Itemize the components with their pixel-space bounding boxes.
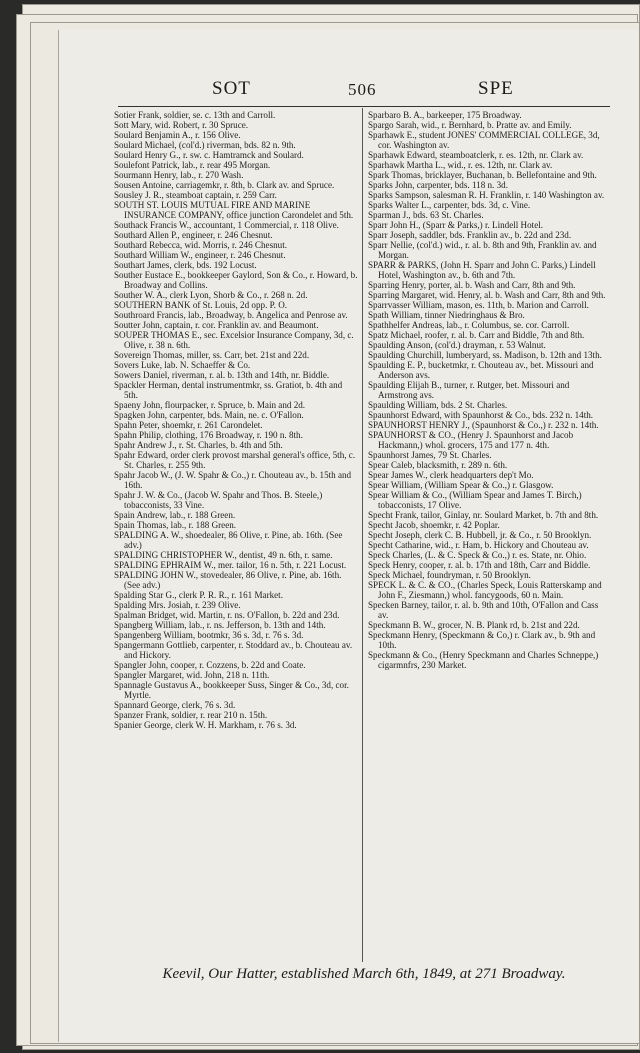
directory-entry: Spahn Peter, shoemkr, r. 261 Carondelet. [114, 420, 263, 430]
directory-entry: Spaunhorst James, 79 St. Charles. [368, 450, 492, 460]
directory-entry: SPALDING JOHN W., stovedealer, 86 Olive, r. Pine, ab. 16th. (See adv.) [114, 570, 342, 590]
directory-entry: Sousley J. R., steamboat captain, r. 259 Carr. [114, 190, 277, 200]
directory-entry: Specht Joseph, clerk C. B. Hubbell, jr. & Co., r. 50 Brooklyn. [368, 530, 592, 540]
header-left-guide: SOT [212, 78, 251, 99]
directory-entry: Spaulding William, bds. 2 St. Charles. [368, 400, 508, 410]
directory-entry: SPALDING CHRISTOPHER W., dentist, 49 n. 6th, r. same. [114, 550, 333, 560]
directory-entry: Sparks Sampson, salesman R. H. Franklin, r. 140 Washington av. [368, 190, 605, 200]
directory-entry: Sparhawk E., student JONES' COMMERCIAL COLLEGE, 3d, cor. Washington av. [368, 130, 600, 150]
directory-entry: Sourmann Henry, lab., r. 270 Wash. [114, 170, 244, 180]
directory-entry: Spaulding Anson, (col'd.) drayman, r. 53 Walnut. [368, 340, 546, 350]
directory-entry: Sparks Walter L., carpenter, bds. 3d, c. Vine. [368, 200, 531, 210]
directory-entry: Sparks John, carpenter, bds. 118 n. 3d. [368, 180, 508, 190]
directory-entry: Sovers Luke, lab. N. Schaeffer & Co. [114, 360, 251, 370]
directory-entry: Spahr Andrew J., r. St. Charles, b. 4th and 5th. [114, 440, 283, 450]
directory-entry: Speck Henry, cooper, r. al. b. 17th and 18th, Carr and Biddle. [368, 560, 591, 570]
directory-entry: Speckmann & Co., (Henry Speckmann and Charles Schneppe,) cigarmnfrs, 230 Market. [368, 650, 599, 670]
directory-entry: Spaulding Elijah B., turner, r. Rutger, bet. Missouri and Armstrong avs. [368, 380, 570, 400]
directory-entry: Specht Catharine, wid., r. Ham, b. Hickory and Chouteau av. [368, 540, 589, 550]
directory-entry: Sparman J., bds. 63 St. Charles. [368, 210, 484, 220]
directory-entry: Spahr J. W. & Co., (Jacob W. Spahr and Thos. B. Steele,) tobacconists, 33 Vine. [114, 490, 323, 510]
directory-entry: Specht Frank, tailor, Ginlay, nr. Soulard Market, b. 7th and 8th. [368, 510, 599, 520]
directory-entry: Sparhawk Martha L., wid., r. es. 12th, nr. Clark av. [368, 160, 553, 170]
directory-entry: Sparr Joseph, saddler, bds. Franklin av., b. 22d and 23d. [368, 230, 572, 240]
directory-entry: Spalding Mrs. Josiah, r. 239 Olive. [114, 600, 241, 610]
directory-entry: Spear William, (William Spear & Co.,) r. Glasgow. [368, 480, 554, 490]
directory-entry: Spaeny John, flourpacker, r. Spruce, b. Main and 2d. [114, 400, 306, 410]
directory-entry: Spear William & Co., (William Spear and James T. Birch,) tobacconists, 17 Olive. [368, 490, 582, 510]
directory-entry: Spahr Edward, order clerk provost marshal general's office, 5th, c. St. Charles, r. 255 9th. [114, 450, 356, 470]
directory-entry: Soutter John, captain, r. cor. Franklin av. and Beaumont. [114, 320, 319, 330]
directory-entry: Spannard George, clerk, 76 s. 3d. [114, 700, 236, 710]
directory-entry: Soulard Henry G., r. sw. c. Hamtramck and Soulard. [114, 150, 304, 160]
directory-entry: SOUTHERN BANK of St. Louis, 2d opp. P. O. [114, 300, 288, 310]
directory-entry: Sowers Daniel, riverman, r. al. b. 13th and 14th, nr. Biddle. [114, 370, 330, 380]
directory-entry: Southard Allen P., engineer, r. 246 Chesnut. [114, 230, 273, 240]
directory-entry: Spanier George, clerk W. H. Markham, r. 76 s. 3d. [114, 720, 297, 730]
directory-entry: Sousen Antoine, carriagemkr, r. 8th, b. Clark av. and Spruce. [114, 180, 335, 190]
directory-entry: Speckmann B. W., grocer, N. B. Plank rd, b. 21st and 22d. [368, 620, 580, 630]
directory-entry: Spackler Herman, dental instrumentmkr, ss. Gratiot, b. 4th and 5th. [114, 380, 343, 400]
directory-entry: Sott Mary, wid. Robert, r. 30 Spruce. [114, 120, 249, 130]
directory-entry: Speck Michael, foundryman, r. 50 Brooklyn. [368, 570, 531, 580]
directory-entry: Spark Thomas, bricklayer, Buchanan, b. Bellefontaine and 9th. [368, 170, 597, 180]
directory-entry: Spalding Star G., clerk P. R. R., r. 161 Market. [114, 590, 283, 600]
directory-entry: Spalman Bridget, wid. Martin, r. ns. O'Fallon, b. 22d and 23d. [114, 610, 340, 620]
directory-entry: Spaunhorst Edward, with Spaunhorst & Co., bds. 232 n. 14th. [368, 410, 594, 420]
directory-entry: Spahr Jacob W., (J. W. Spahr & Co.,) r. Chouteau av., b. 15th and 16th. [114, 470, 352, 490]
directory-entry: Spangler John, cooper, r. Cozzens, b. 22d and Coate. [114, 660, 306, 670]
directory-entry: Spain Thomas, lab., r. 188 Green. [114, 520, 237, 530]
advertisement-footer: Keevil, Our Hatter, established March 6th, 1849, at 271 Broadway. [162, 966, 566, 982]
directory-entry: Souther W. A., clerk Lyon, Shorb & Co., r. 268 n. 2d. [114, 290, 308, 300]
directory-entry: Southard Rebecca, wid. Morris, r. 246 Chesnut. [114, 240, 288, 250]
directory-entry: Spangberg William, lab., r. ns. Jefferson, b. 13th and 14th. [114, 620, 326, 630]
directory-entry: Speck Charles, (L. & C. Speck & Co.,) r. es. State, nr. Ohio. [368, 550, 587, 560]
directory-entry: Spear James W., clerk headquarters dep't Mo. [368, 470, 534, 480]
page-number: 506 [348, 80, 377, 99]
directory-entry: Sparring Henry, porter, al. b. Wash and Carr, 8th and 9th. [368, 280, 576, 290]
header-right-guide: SPE [478, 78, 514, 99]
directory-entry: SPALDING EPHRAIM W., mer. tailor, 16 n. 5th, r. 221 Locust. [114, 560, 347, 570]
directory-entry: Spargo Sarah, wid., r. Bernhard, b. Pratte av. and Emily. [368, 120, 572, 130]
directory-entry: Spangenberg William, bootmkr, 36 s. 3d, r. 76 s. 3d. [114, 630, 304, 640]
directory-entry: Soulard Michael, (col'd.) riverman, bds. 82 n. 9th. [114, 140, 296, 150]
directory-entry: Spangermann Gottlieb, carpenter, r. Stoddard av., b. Chouteau av. and Hickory. [114, 640, 353, 660]
directory-entry: Souther Eustace E., bookkeeper Gaylord, Son & Co., r. Howard, b. Broadway and Collins. [114, 270, 358, 290]
directory-entry: Soulard Benjamin A., r. 156 Olive. [114, 130, 241, 140]
directory-entry: SPAUNHORST & CO., (Henry J. Spaunhorst and Jacob Hackmann,) whol. grocers, 175 and 177 n. 4th. [368, 430, 574, 450]
column-divider [362, 108, 363, 962]
directory-entry: Sparring Margaret, wid. Henry, al. b. Wash and Carr, 8th and 9th. [368, 290, 606, 300]
directory-entry: Sovereign Thomas, miller, ss. Carr, bet. 21st and 22d. [114, 350, 310, 360]
directory-entry: Spaulding E. P., bucketmkr, r. Chouteau av., bet. Missouri and Anderson avs. [368, 360, 594, 380]
right-column [368, 110, 610, 960]
directory-entry: Southack Francis W., accountant, 1 Commercial, r. 118 Olive. [114, 220, 339, 230]
directory-entry: Soulefont Patrick, lab., r. rear 495 Morgan. [114, 160, 271, 170]
directory-entry: Spangler Margaret, wid. John, 218 n. 11th. [114, 670, 270, 680]
directory-entry: Spear Caleb, blacksmith, r. 289 n. 6th. [368, 460, 508, 470]
header-rule [118, 106, 610, 107]
directory-entry: Spanzer Frank, soldier, r. rear 210 n. 15th. [114, 710, 268, 720]
directory-entry: Spatz Michael, roofer, r. al. b. Carr and Biddle, 7th and 8th. [368, 330, 585, 340]
directory-entry: SOUTH ST. LOUIS MUTUAL FIRE AND MARINE INSURANCE COMPANY, office junction Carondelet and 5th. [114, 200, 354, 220]
directory-entry: Spannagle Gustavus A., bookkeeper Suss, Singer & Co., 3d, cor. Myrtle. [114, 680, 349, 700]
directory-entry: SPAUNHORST HENRY J., (Spaunhorst & Co.,) r. 232 n. 14th. [368, 420, 599, 430]
directory-entry: Sparr John H., (Sparr & Parks,) r. Lindell Hotel. [368, 220, 544, 230]
directory-entry: Spathhelfer Andreas, lab., r. Columbus, se. cor. Carroll. [368, 320, 570, 330]
directory-entry: Spahn Philip, clothing, 176 Broadway, r. 190 n. 8th. [114, 430, 303, 440]
left-column [114, 110, 358, 960]
directory-entry: Spath William, tinner Niedringhaus & Bro. [368, 310, 525, 320]
directory-entry: Specht Jacob, shoemkr, r. 42 Poplar. [368, 520, 500, 530]
directory-entry: Southroard Francis, lab., Broadway, b. Angelica and Penrose av. [114, 310, 348, 320]
directory-entry: Sotier Frank, soldier, se. c. 13th and Carroll. [114, 110, 276, 120]
directory-entry: SPALDING A. W., shoedealer, 86 Olive, r. Pine, ab. 16th. (See adv.) [114, 530, 343, 550]
directory-entry: Sparrvasser William, mason, es. 11th, b. Marion and Carroll. [368, 300, 589, 310]
directory-entry: Specken Barney, tailor, r. al. b. 9th and 10th, O'Fallon and Cass av. [368, 600, 599, 620]
directory-entry: Southart James, clerk, bds. 192 Locust. [114, 260, 257, 270]
directory-entry: Southard William W., engineer, r. 246 Chesnut. [114, 250, 286, 260]
directory-entry: Spaulding Churchill, lumberyard, ss. Madison, b. 12th and 13th. [368, 350, 602, 360]
directory-entry: Spain Andrew, lab., r. 188 Green. [114, 510, 236, 520]
directory-entry: Sparbaro B. A., barkeeper, 175 Broadway. [368, 110, 522, 120]
directory-entry: SOUPER THOMAS E., sec. Excelsior Insurance Company, 3d, c. Olive, r. 38 n. 6th. [114, 330, 354, 350]
directory-entry: Sparr Nellie, (col'd.) wid., r. al. b. 8th and 9th, Franklin av. and Morgan. [368, 240, 597, 260]
directory-entry: SPARR & PARKS, (John H. Sparr and John C. Parks,) Lindell Hotel, Washington av., b. 6th and 7th. [368, 260, 596, 280]
directory-entry: Speckmann Henry, (Speckmann & Co,) r. Clark av., b. 9th and 10th. [368, 630, 596, 650]
directory-entry: Sparhawk Edward, steamboatclerk, r. es. 12th, nr. Clark av. [368, 150, 584, 160]
directory-entry: SPECK L. & C. & CO., (Charles Speck, Louis Ratterskamp and John F., Ziesmann,) whol. fancygoods, 60 n. Main. [368, 580, 602, 600]
directory-entry: Spagken John, carpenter, bds. Main, ne. c. O'Fallon. [114, 410, 304, 420]
